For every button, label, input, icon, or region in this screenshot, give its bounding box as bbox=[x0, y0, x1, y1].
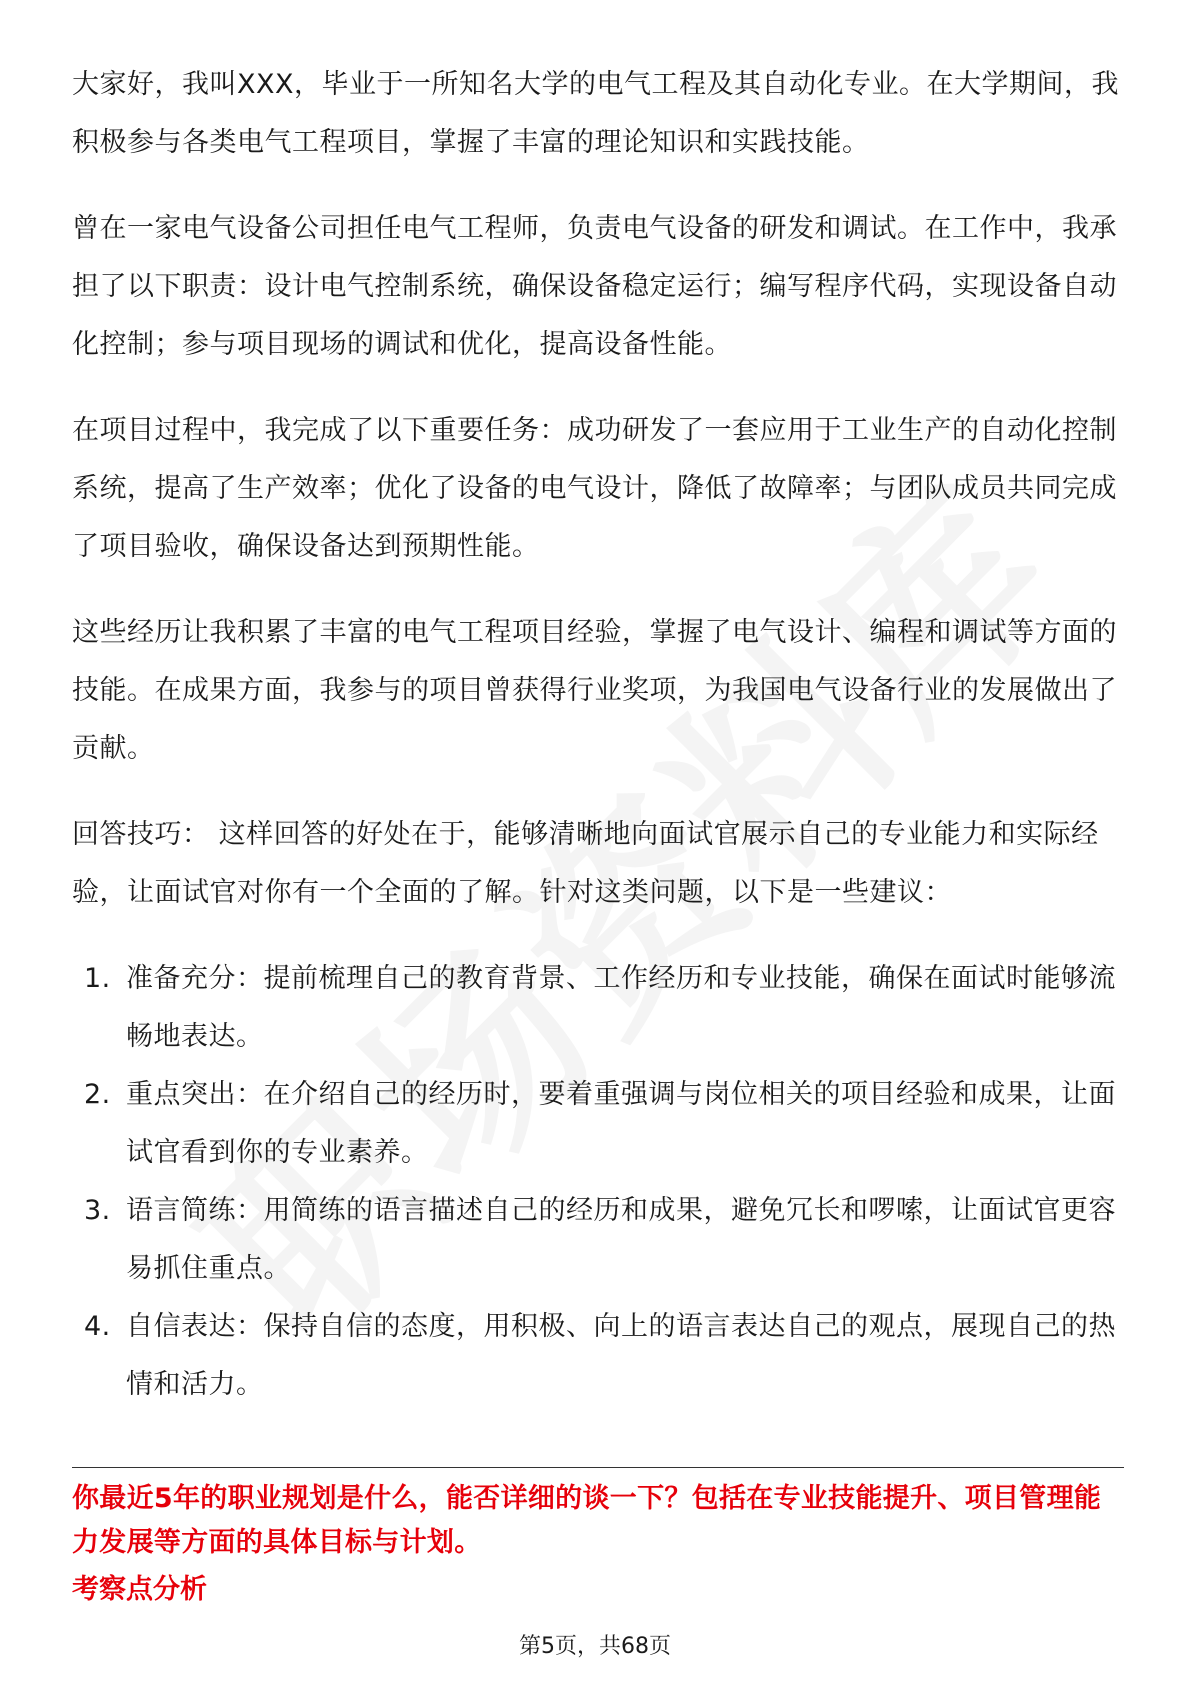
paragraph-projects: 在项目过程中，我完成了以下重要任务：成功研发了一套应用于工业生产的自动化控制系统，提高了生产效率；优化了设备的电气设计，降低了故障率；与团队成员共同完成了项目验收，确保设备达到预期性能。 bbox=[72, 415, 1117, 562]
paragraph-experience: 曾在一家电气设备公司担任电气工程师，负责电气设备的研发和调试。在工作中，我承担了以下职责：设计电气控制系统，确保设备稳定运行；编写程序代码，实现设备自动化控制；参与项目现场的调试和优化，提高设备性能。 bbox=[72, 213, 1117, 360]
section-divider bbox=[72, 1467, 1124, 1468]
page-footer: 第5页，共68页 bbox=[519, 1634, 671, 1659]
list-item bbox=[72, 1182, 1122, 1298]
interview-question: 你最近5年的职业规划是什么，能否详细的谈一下？包括在专业技能提升、项目管理能力发展等方面的具体目标与计划。 bbox=[72, 1483, 1102, 1558]
list-item bbox=[72, 1066, 1122, 1182]
paragraph-answer-tips: 回答技巧： 这样回答的好处在于，能够清晰地向面试官展示自己的专业能力和实际经验，让面试官对你有一个全面的了解。针对这类问题，以下是一些建议： bbox=[72, 819, 1099, 908]
list-item-number: 2. bbox=[84, 1079, 111, 1110]
list-item-number: 4. bbox=[84, 1311, 111, 1342]
list-item-text: 自信表达：保持自信的态度，用积极、向上的语言表达自己的观点，展现自己的热情和活力。 bbox=[126, 1311, 1116, 1400]
list-item bbox=[72, 1298, 1122, 1414]
list-item-text: 重点突出：在介绍自己的经历时，要着重强调与岗位相关的项目经验和成果，让面试官看到你的专业素养。 bbox=[126, 1079, 1116, 1168]
list-item-text: 语言简练：用简练的语言描述自己的经历和成果，避免冗长和啰嗦，让面试官更容易抓住重点。 bbox=[126, 1195, 1116, 1284]
list-item bbox=[72, 950, 1122, 1066]
tips-list bbox=[72, 950, 1122, 1414]
paragraph-intro: 大家好，我叫XXX，毕业于一所知名大学的电气工程及其自动化专业。在大学期间，我积极参与各类电气工程项目，掌握了丰富的理论知识和实践技能。 bbox=[72, 69, 1119, 158]
list-item-number: 3. bbox=[84, 1195, 111, 1226]
analysis-heading: 考察点分析 bbox=[72, 1574, 207, 1605]
answer-body bbox=[72, 56, 1122, 1414]
paragraph-achievements: 这些经历让我积累了丰富的电气工程项目经验，掌握了电气设计、编程和调试等方面的技能。在成果方面，我参与的项目曾获得行业奖项，为我国电气设备行业的发展做出了贡献。 bbox=[72, 617, 1117, 764]
list-item-text: 准备充分：提前梳理自己的教育背景、工作经历和专业技能，确保在面试时能够流畅地表达。 bbox=[126, 963, 1116, 1052]
list-item-number: 1. bbox=[84, 963, 111, 994]
